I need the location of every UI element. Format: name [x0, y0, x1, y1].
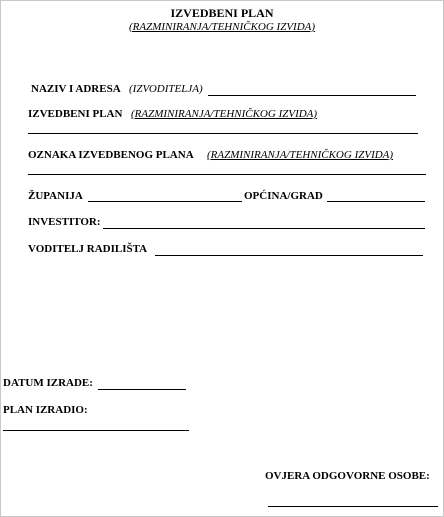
- voditelj-input-line[interactable]: [155, 255, 423, 256]
- oznaka-note: (RAZMINIRANJA/TEHNIČKOG IZVIDA): [207, 149, 394, 161]
- opcina-input-line[interactable]: [327, 201, 425, 202]
- zupanija-input-line[interactable]: [88, 201, 242, 202]
- plan-izradio-label: PLAN IZRADIO:: [3, 404, 88, 416]
- oznaka-label: OZNAKA IZVEDBENOG PLANA: [28, 149, 194, 161]
- plan-izradio-input-line[interactable]: [3, 430, 189, 431]
- izvedbeni-note: (RAZMINIRANJA/TEHNIČKOG IZVIDA): [131, 108, 318, 120]
- page-title: IZVEDBENI PLAN: [170, 6, 274, 20]
- datum-label: DATUM IZRADE:: [3, 377, 93, 389]
- datum-input-line[interactable]: [98, 389, 186, 390]
- izvedbeni-label: IZVEDBENI PLAN: [28, 108, 123, 120]
- ovjera-input-line[interactable]: [268, 506, 438, 507]
- voditelj-label: VODITELJ RADILIŠTA: [28, 243, 148, 255]
- investitor-label: INVESTITOR:: [28, 216, 101, 228]
- page-subtitle: (RAZMINIRANJA/TEHNIČKOG IZVIDA): [128, 21, 316, 33]
- izvedbeni-input-line[interactable]: [28, 133, 418, 134]
- oznaka-input-line[interactable]: [28, 174, 426, 175]
- naziv-input-line[interactable]: [208, 95, 416, 96]
- zupanija-label: ŽUPANIJA: [28, 190, 83, 202]
- naziv-note: (IZVODITELJA): [129, 83, 203, 95]
- naziv-label: NAZIV I ADRESA: [31, 83, 121, 95]
- ovjera-label: OVJERA ODGOVORNE OSOBE:: [265, 470, 430, 482]
- investitor-input-line[interactable]: [103, 228, 425, 229]
- opcina-label: OPĆINA/GRAD: [244, 190, 323, 202]
